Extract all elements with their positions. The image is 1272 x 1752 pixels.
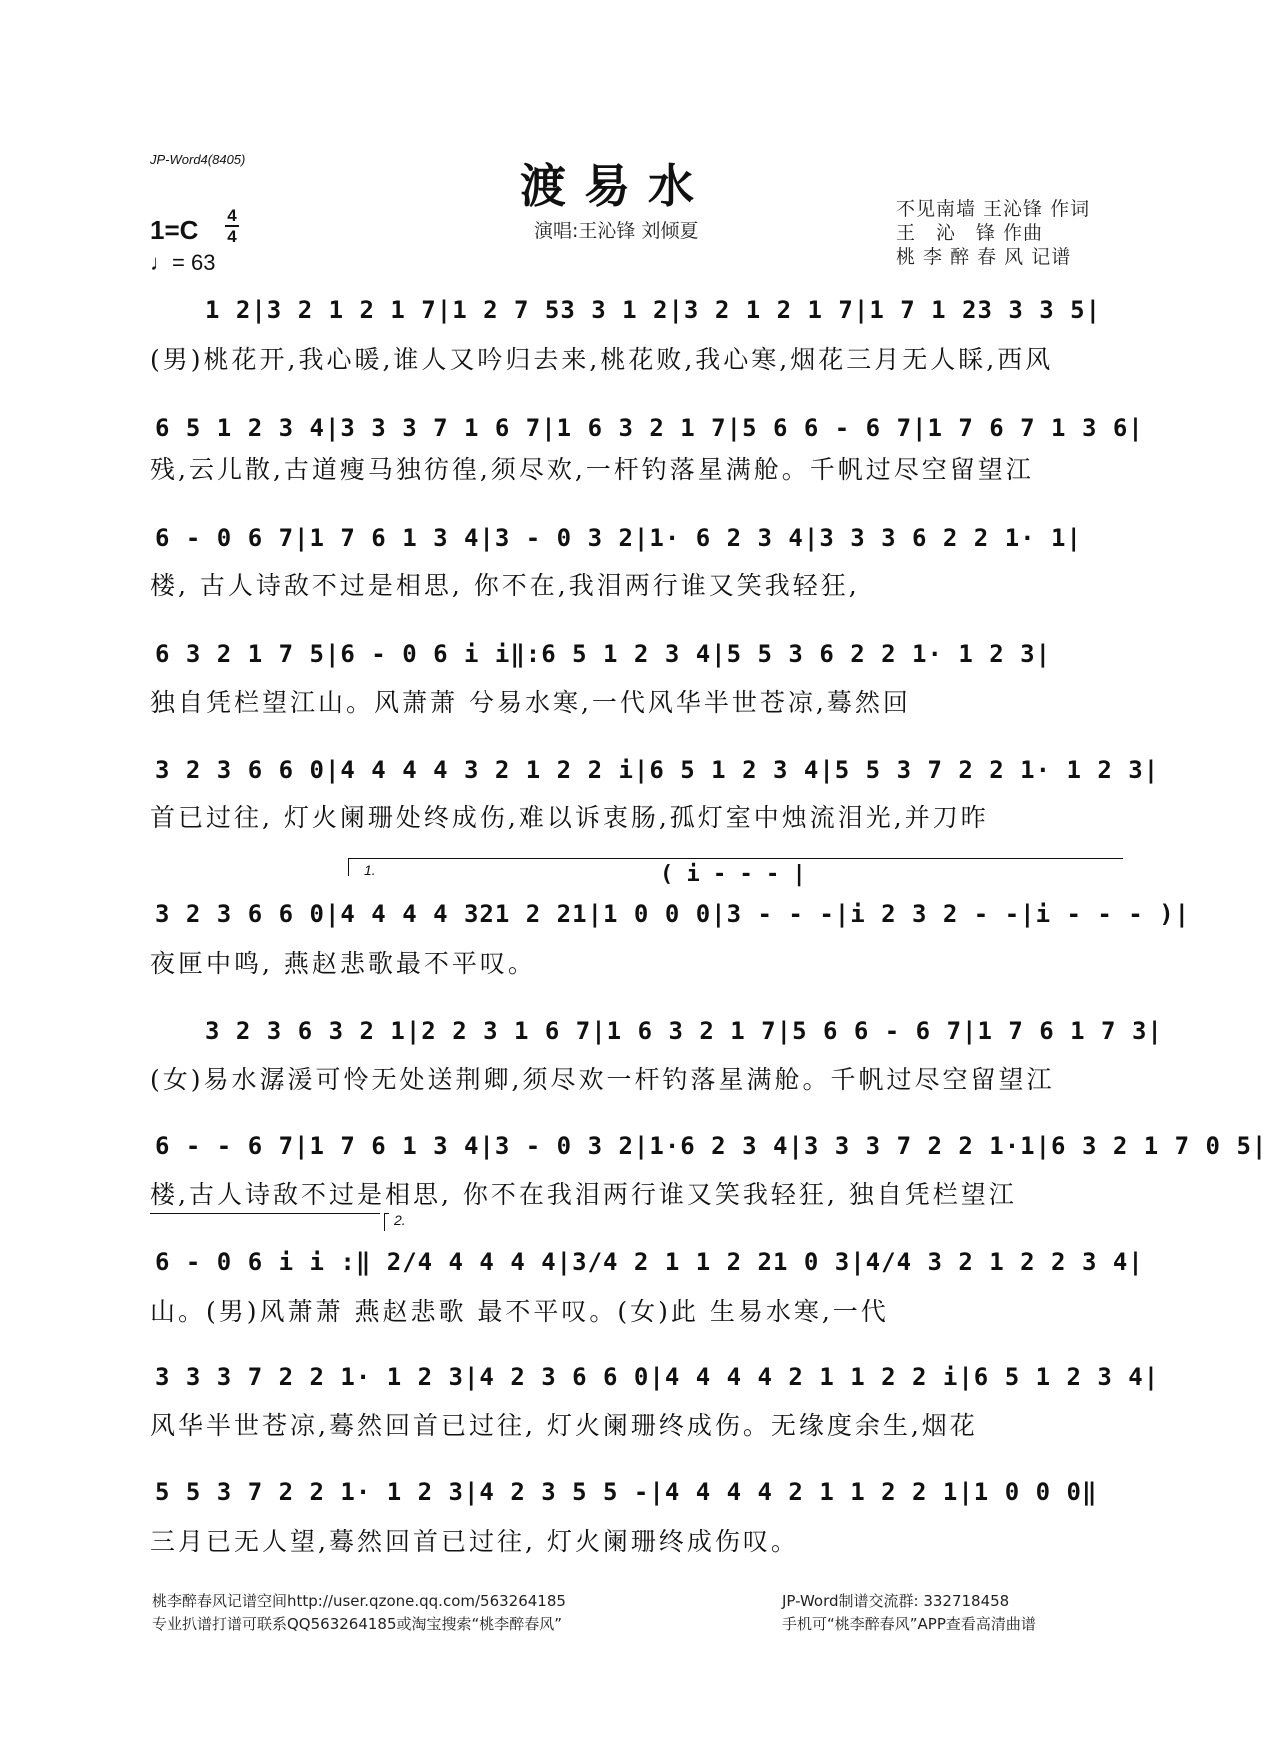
lyric-row-5: 首已过往, 灯火阑珊处终成伤,难以诉衷肠,孤灯室中烛流泪光,并刀昨 bbox=[150, 803, 989, 832]
notation-row-5: 3 2 3 6 6 0|4 4 4 4 3 2 1 2 2 i|6 5 1 2 3 4|5 5 3 7 2 2 1· 1 2 3| bbox=[155, 756, 1160, 784]
tempo-marking: ♩= 63 bbox=[150, 250, 216, 275]
notation-row-6: 3 2 3 6 6 0|4 4 4 4 321 2 21|1 0 0 0|3 - - -|i 2 3 2 - -|i - - - )| bbox=[155, 900, 1191, 928]
notation-row-1: 1 2|3 2 1 2 1 7|1 2 7 53 3 1 2|3 2 1 2 1 7|1 7 1 23 3 3 5| bbox=[205, 296, 1102, 324]
second-ending-label: 2. bbox=[394, 1212, 406, 1228]
singer-credit: 演唱:王沁锋 刘倾夏 bbox=[534, 220, 699, 242]
song-title: 渡易水 bbox=[520, 159, 712, 213]
composer-credit: 王 沁 锋 作曲 bbox=[896, 222, 1044, 244]
notation-row-9: 6 - 0 6 i i :‖ 2/4 4 4 4 4|3/4 2 1 1 2 21 0 3|4/4 3 2 1 2 2 3 4| bbox=[155, 1248, 1144, 1276]
first-ending-label: 1. bbox=[364, 862, 376, 878]
software-label: JP-Word4(8405) bbox=[150, 152, 246, 167]
time-signature-bottom: 4 bbox=[227, 227, 237, 246]
footer-contact: 专业扒谱打谱可联系QQ563264185或淘宝搜索“桃李醉春风” bbox=[152, 1615, 563, 1633]
notation-row-8: 6 - - 6 7|1 7 6 1 3 4|3 - 0 3 2|1·6 2 3 4|3 3 3 7 2 2 1·1|6 3 2 1 7 0 5| bbox=[155, 1132, 1268, 1160]
time-signature bbox=[225, 207, 239, 245]
lyric-row-1: (男)桃花开,我心暖,谁人又吟归去来,桃花败,我心寒,烟花三月无人睬,西风 bbox=[150, 345, 1054, 374]
lyric-row-10: 风华半世苍凉,蓦然回首已过往, 灯火阑珊终成伤。无缘度余生,烟花 bbox=[150, 1411, 978, 1440]
notation-row-4: 6 3 2 1 7 5|6 - 0 6 i i‖:6 5 1 2 3 4|5 5 3 6 2 2 1· 1 2 3| bbox=[155, 640, 1052, 668]
lyricist-credit: 不见南墙 王沁锋 作词 bbox=[896, 198, 1091, 220]
lyric-row-4: 独自凭栏望江山。风萧萧 兮易水寒,一代风华半世苍凉,蓦然回 bbox=[150, 688, 911, 717]
lyric-row-3: 楼, 古人诗敌不过是相思, 你不在,我泪两行谁又笑我轻狂, bbox=[150, 571, 860, 600]
lyric-row-11: 三月已无人望,蓦然回首已过往, 灯火阑珊终成伤叹。 bbox=[150, 1527, 799, 1556]
notation-row-11: 5 5 3 7 2 2 1· 1 2 3|4 2 3 5 5 -|4 4 4 4 2 1 1 2 2 1|1 0 0 0‖ bbox=[155, 1478, 1098, 1506]
notation-row-7: 3 2 3 6 3 2 1|2 2 3 1 6 7|1 6 3 2 1 7|5 6 6 - 6 7|1 7 6 1 7 3| bbox=[205, 1017, 1163, 1045]
lyric-row-6: 夜匣中鸣, 燕赵悲歌最不平叹。 bbox=[150, 949, 536, 978]
transcriber-credit: 桃 李 醉 春 风 记谱 bbox=[896, 246, 1072, 268]
lyric-row-2: 残,云儿散,古道瘦马独彷徨,须尽欢,一杆钓落星满舱。千帆过尽空留望江 bbox=[150, 455, 1034, 484]
footer-app: 手机可“桃李醉春风”APP查看高清曲谱 bbox=[782, 1615, 1036, 1633]
lyric-row-7: (女)易水潺湲可怜无处送荆卿,须尽欢一杆钓落星满舱。千帆过尽空留望江 bbox=[150, 1065, 1055, 1094]
first-ending-tick bbox=[348, 858, 349, 876]
time-signature-top: 4 bbox=[227, 206, 237, 225]
repeat-span-line bbox=[150, 1213, 380, 1214]
footer-qzone: 桃李醉春风记谱空间http://user.qzone.qq.com/563264185 bbox=[152, 1592, 566, 1610]
footer-group: JP-Word制谱交流群: 332718458 bbox=[782, 1592, 1010, 1610]
key-signature: 1=C bbox=[150, 215, 199, 245]
interlude-notation: ( i - - - | bbox=[660, 862, 806, 887]
notation-row-3: 6 - 0 6 7|1 7 6 1 3 4|3 - 0 3 2|1· 6 2 3 4|3 3 3 6 2 2 1· 1| bbox=[155, 524, 1082, 552]
notation-row-10: 3 3 3 7 2 2 1· 1 2 3|4 2 3 6 6 0|4 4 4 4 2 1 1 2 2 i|6 5 1 2 3 4| bbox=[155, 1363, 1160, 1391]
lyric-row-8: 楼,古人诗敌不过是相思, 你不在我泪两行谁又笑我轻狂, 独自凭栏望江 bbox=[150, 1180, 1017, 1209]
notation-row-2: 6 5 1 2 3 4|3 3 3 7 1 6 7|1 6 3 2 1 7|5 6 6 - 6 7|1 7 6 7 1 3 6| bbox=[155, 414, 1144, 442]
lyric-row-9: 山。(男)风萧萧 燕赵悲歌 最不平叹。(女)此 生易水寒,一代 bbox=[150, 1297, 889, 1326]
first-ending-bracket bbox=[348, 858, 1123, 859]
second-ending-tick bbox=[384, 1213, 385, 1231]
